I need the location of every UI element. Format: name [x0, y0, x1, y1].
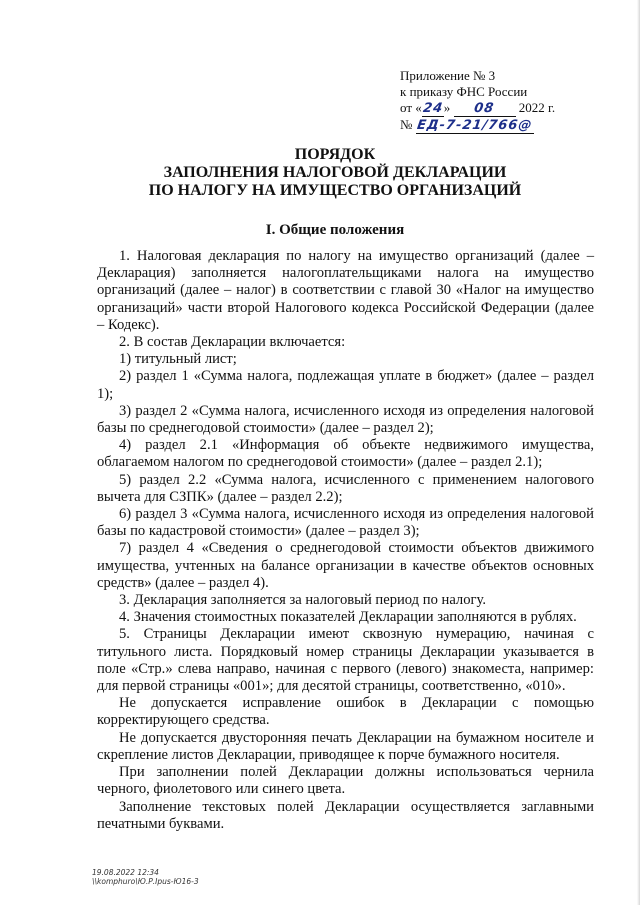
document-title — [100, 146, 570, 200]
order-date — [400, 100, 600, 117]
title-line-1: ПОРЯДОК — [294, 146, 376, 163]
print-file-path: \\komphuro\Ю.Р.Ipus-Ю16-3 — [92, 877, 199, 886]
number-prefix: № — [400, 117, 413, 132]
appendix-number: Приложение № 3 — [400, 68, 496, 83]
title-line-2: ЗАПОЛНЕНИЯ НАЛОГОВОЙ ДЕКЛАРАЦИИ — [163, 164, 507, 181]
date-month-handwritten: 08 — [473, 101, 496, 116]
number-handwritten: ЕД-7-21/766@ — [416, 118, 534, 133]
list-item-section-4: 7) раздел 4 «Сведения о среднегодовой стоимости объектов движимого имущества, учтенных на балансе организации в качестве объектов основных средств» (далее – раздел 4). — [97, 540, 594, 591]
paragraph-4: 4. Значения стоимостных показателей Декларации заполняются в рублях. — [119, 609, 577, 626]
paragraph-no-corrections: Не допускается исправление ошибок в Декларации с помощью корректирующего средства. — [97, 695, 594, 729]
date-quote-close: » — [443, 100, 451, 115]
number-field — [416, 118, 534, 134]
paragraph-capital-letters: Заполнение текстовых полей Декларации осуществляется заглавными печатными буквами. — [97, 798, 594, 832]
date-prefix: от « — [400, 100, 422, 115]
document-body — [97, 248, 594, 833]
date-year: 2022 г. — [518, 100, 556, 115]
date-month-field — [454, 101, 516, 117]
paragraph-ink-colors: При заполнении полей Декларации должны использоваться чернила черного, фиолетового или синего цвета. — [97, 764, 594, 798]
list-item-section-2-2: 5) раздел 2.2 «Сумма налога, исчисленного с применением налогового вычета для СЗПК» (далее – раздел 2.2); — [97, 471, 594, 505]
list-item-section-1: 2) раздел 1 «Сумма налога, подлежащая уплате в бюджет» (далее – раздел 1); — [97, 368, 594, 402]
list-item-section-2-1: 4) раздел 2.1 «Информация об объекте недвижимого имущества, облагаемом налогом по среднегодовой стоимости» (далее – раздел 2.1); — [97, 437, 594, 471]
paragraph-2: 2. В состав Декларации включается: — [119, 334, 346, 351]
title-line-3: ПО НАЛОГУ НА ИМУЩЕСТВО ОРГАНИЗАЦИЙ — [148, 182, 522, 199]
appendix-header — [400, 68, 600, 134]
print-footer — [92, 868, 199, 886]
paragraph-1: 1. Налоговая декларация по налогу на имущество организаций (далее – Декларация) заполняется налогоплательщиками налога на имущество организаций (далее – налог) в соответствии с главой 30 «Налог на имущество организаций» части второй Налогового кодекса Российской Федерации (далее – Кодекс). — [97, 248, 594, 333]
list-item-section-2: 3) раздел 2 «Сумма налога, исчисленного исходя из определения налоговой базы по среднегодовой стоимости» (далее – раздел 2); — [97, 402, 594, 437]
section-heading: I. Общие положения — [265, 222, 405, 238]
paragraph-5: 5. Страницы Декларации имеют сквозную нумерацию, начиная с титульного листа. Порядковый номер страницы Декларации указывается в поле «Стр.» слева направо, начиная с первого (левого) знакоместа, например: для первой страницы «001»; для десятой страницы, соответственно, «010». — [97, 626, 594, 695]
order-number — [400, 117, 600, 134]
list-item-title-page: 1) титульный лист; — [119, 351, 237, 368]
paragraph-3: 3. Декларация заполняется за налоговый период по налогу. — [119, 592, 486, 609]
order-reference: к приказу ФНС России — [400, 84, 528, 99]
paragraph-no-duplex: Не допускается двусторонняя печать Декларации на бумажном носителе и скрепление листов Декларации, приводящее к порче бумажного носителя. — [97, 729, 594, 763]
print-timestamp: 19.08.2022 12:34 — [92, 868, 159, 877]
list-item-section-3: 6) раздел 3 «Сумма налога, исчисленного исходя из определения налоговой базы по кадастровой стоимости» (далее – раздел 3); — [97, 506, 594, 540]
date-day-field — [422, 101, 444, 117]
date-day-handwritten: 24 — [421, 101, 444, 116]
